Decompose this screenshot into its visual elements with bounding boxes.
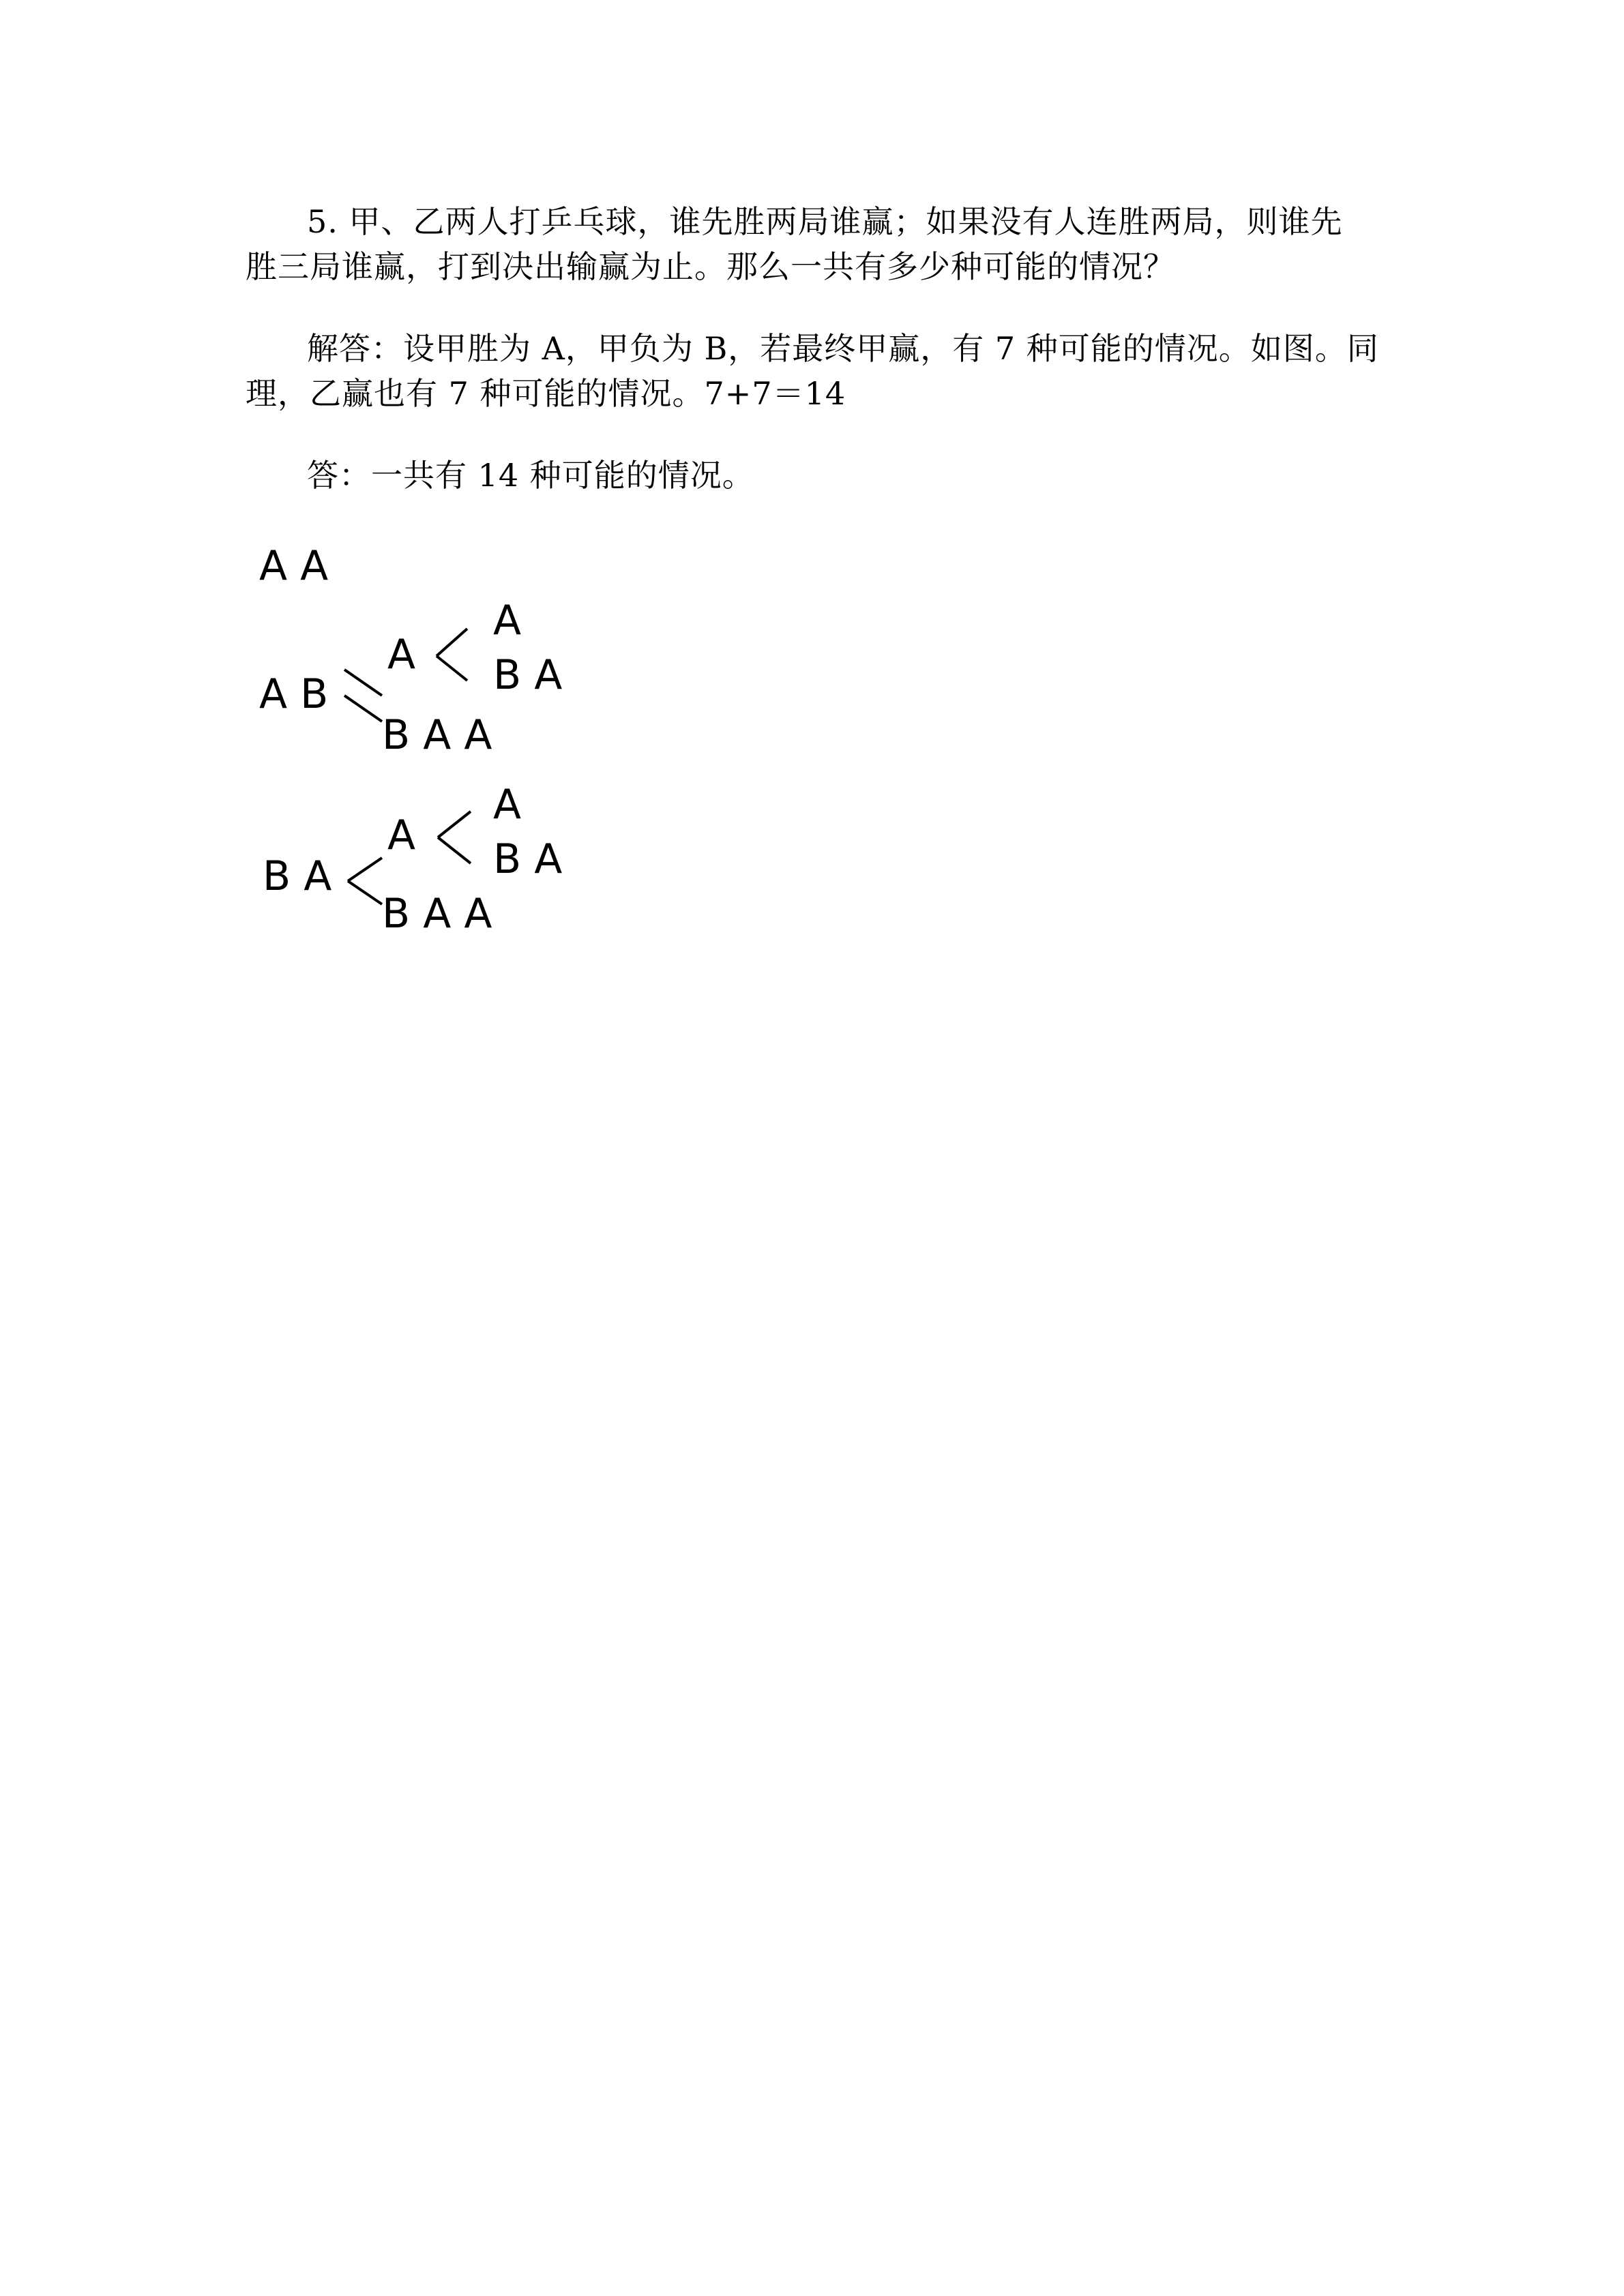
tree-ab-a-a: A: [493, 597, 522, 644]
tree-ab-a: A: [387, 631, 416, 679]
tree-ba-upper-branch: [348, 858, 382, 881]
tree-ab-a-lower-branch: [437, 656, 467, 681]
tree-ab-upper-branch: [344, 670, 382, 696]
answer-line-1: 答：一共有 14 种可能的情况。: [307, 457, 754, 494]
solution-line-1: 解答：设甲胜为 A，甲负为 B，若最终甲赢，有 7 种可能的情况。如图。同: [307, 330, 1379, 367]
question-line-1: 5. 甲、乙两人打乒乓球，谁先胜两局谁赢；如果没有人连胜两局，则谁先: [307, 203, 1343, 240]
tree-ba-baa: B A A: [382, 890, 492, 938]
tree-ab: A B: [259, 670, 329, 718]
solution-line-2: 理，乙赢也有 7 种可能的情况。7+7＝14: [246, 375, 846, 412]
solution-paragraph-continued: [246, 371, 1378, 416]
question-paragraph-continued: [246, 244, 1378, 289]
tree-ba: B A: [263, 852, 332, 900]
tree-ba-a-a: A: [493, 781, 522, 829]
tree-ab-a-ba: B A: [493, 651, 563, 699]
answer-paragraph: [246, 453, 1439, 498]
question-paragraph: [246, 199, 1439, 244]
tree-ab-lower-branch: [344, 696, 382, 721]
tree-ab-a-upper-branch: [437, 629, 467, 656]
tree-aa: A A: [259, 542, 329, 590]
tree-ba-lower-branch: [348, 881, 382, 904]
tree-ab-baa: B A A: [382, 711, 492, 759]
tree-ba-a: A: [387, 811, 416, 859]
tree-ba-a-ba: B A: [493, 835, 563, 883]
solution-paragraph: [246, 326, 1439, 371]
tree-ba-a-upper-branch: [438, 811, 471, 837]
outcome-tree-diagram: [259, 539, 614, 961]
tree-ba-a-lower-branch: [438, 837, 471, 863]
question-line-2: 胜三局谁赢，打到决出输赢为止。那么一共有多少种可能的情况？: [246, 248, 1175, 285]
